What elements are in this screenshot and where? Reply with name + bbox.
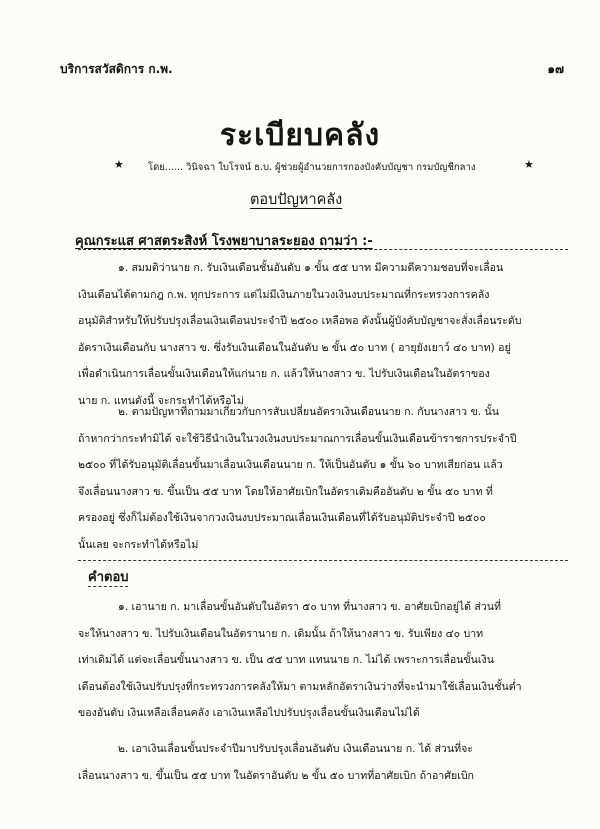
text-line: ๑. สมมติว่านาย ก. รับเงินเดือนชั้นอันดับ ๑ ขั้น ๕๕ บาท มีความดีความชอบที่จะเลื่อน [118,262,504,274]
star-icon: ★ [114,158,124,171]
text-line: ถ้าหากว่ากระทำมิได้ จะใช้วิธีนำเงินในวงเงินงบประมาณการเลื่อนขั้นเงินเดือนข้าราชการประจำปี [78,432,517,445]
running-header: บริการสวัสดิการ ก.พ. [60,62,173,76]
text-line: เลื่อนนางสาว ข. ขึ้นเป็น ๕๕ บาท ในอัตราอันดับ ๒ ขั้น ๕๐ บาทที่อาศัยเบิก ถ้าอาศัยเบิก [78,769,474,782]
text-line: ๑. เอานาย ก. มาเลื่อนขั้นอันดับในอัตรา ๕๐ บาท ที่นางสาว ข. อาศัยเบิกอยู่ได้ ส่วนที่ [118,601,502,613]
dashed-divider [78,249,568,250]
author-byline: โดย...... วินิจฉา ใบโรจน์ ธ.บ. ผู้ช่วยผู้อำนวยการกองบังคับบัญชา กรมบัญชีกลาง [148,162,476,173]
text-line: ของอันดับ เงินเหลือเลื่อนคลัง เอาเงินเหลือไปปรับปรุงเลื่อนขั้นเงินเดือนไม่ได้ [78,707,420,719]
text-line: เท่าเดิมได้ แต่จะเลื่อนขั้นนางสาว ข. เป็น ๕๕ บาท แทนนาย ก. ไม่ได้ เพราะการเลื่อนขั้นเงิน [78,654,494,666]
answer-paragraph-2 [78,736,570,789]
answer-paragraph-1 [78,594,570,727]
dashed-divider [78,560,568,561]
page-number: ๑๗ [547,62,564,76]
text-line: เงินเดือนได้ตามกฎ ก.พ. ทุกประการ แต่ไม่มีเงินภายในวงเงินงบประมาณที่กระทรวงการคลัง [78,288,490,301]
text-line: ๒. เอาเงินเลื่อนขั้นประจำปีมาปรับปรุงเลื่อนอันดับ เงินเดือนนาย ก. ได้ ส่วนที่จะ [118,743,473,755]
text-line: นาย ก. แทนดังนี้ จะกระทำได้หรือไม่ [78,394,244,407]
text-line: ครองอยู่ ซึ่งก็ไม่ต้องใช้เงินจากวงเงินงบประมาณเลื่อนเงินเดือนที่ได้รับอนุมัติประจำปี ๒๕๐๐ [78,512,486,524]
dashed-divider [88,586,128,587]
document-title: ระเบียบคลัง [219,118,381,153]
text-line: ๒๕๐๐ ที่ได้รับอนุมัติเลื่อนขั้นมาเลื่อนเงินเดือนนาย ก. ให้เป็นอันดับ ๑ ขั้น ๖๐ บาทเสียก่อน แล้ว [78,459,503,471]
star-icon: ★ [524,158,534,171]
text-line: จะให้นางสาว ข. ไปรับเงินเดือนในอัตรานาย ก. เดิมนั้น ถ้าให้นางสาว ข. รับเพียง ๔๐ บาท [78,627,484,640]
question-paragraph-2 [78,399,570,558]
question-paragraph-1 [78,255,570,414]
question-addressee: คุณกระแส ศาสตระสิงห์ โรงพยาบาลระยอง ถามว่า :- [75,234,373,249]
text-line: อนุมัติสำหรับให้ปรับปรุงเลื่อนเงินเดือนประจำปี ๒๕๐๐ เหลือพอ ดังนั้นผู้บังคับบัญชาจะสั่งเลื่อนระดับ [78,315,522,327]
text-line: ๒. ตามปัญหาที่ถามมาเกี่ยวกับการสับเปลี่ยนอัตราเงินเดือนนาย ก. กับนางสาว ข. นั้น [118,406,499,418]
text-line: อัตราเงินเดือนกับ นางสาว ข. ซึ่งรับเงินเดือนในอันดับ ๒ ขั้น ๕๐ บาท ( อายุยังเยาว์ ๔๐ บาท) อยู่ [78,341,511,354]
text-line: เดือนต้องใช้เงินปรับปรุงที่กระทรวงการคลังให้มา ตามหลักอัตราเงินว่างที่จะนำมาใช้เลื่อนเงินชั้นต่ำ [78,680,522,693]
text-line: นั้นเลย จะกระทำได้หรือไม่ [78,538,199,551]
text-line: เพื่อดำเนินการเลื่อนขั้นเงินเดือนให้แก่นาย ก. แล้วให้นางสาว ข. ไปรับเงินเดือนในอัตราของ [78,368,490,380]
section-heading-questions: ตอบปัญหาคลัง [250,192,343,208]
section-heading-answers: คำตอบ [88,570,129,585]
text-line: จึงเลื่อนนางสาว ข. ขึ้นเป็น ๕๕ บาท โดยให้อาศัยเบิกในอัตราเดิมคืออันดับ ๒ ขั้น ๕๐ บาท ที่ [78,485,493,498]
